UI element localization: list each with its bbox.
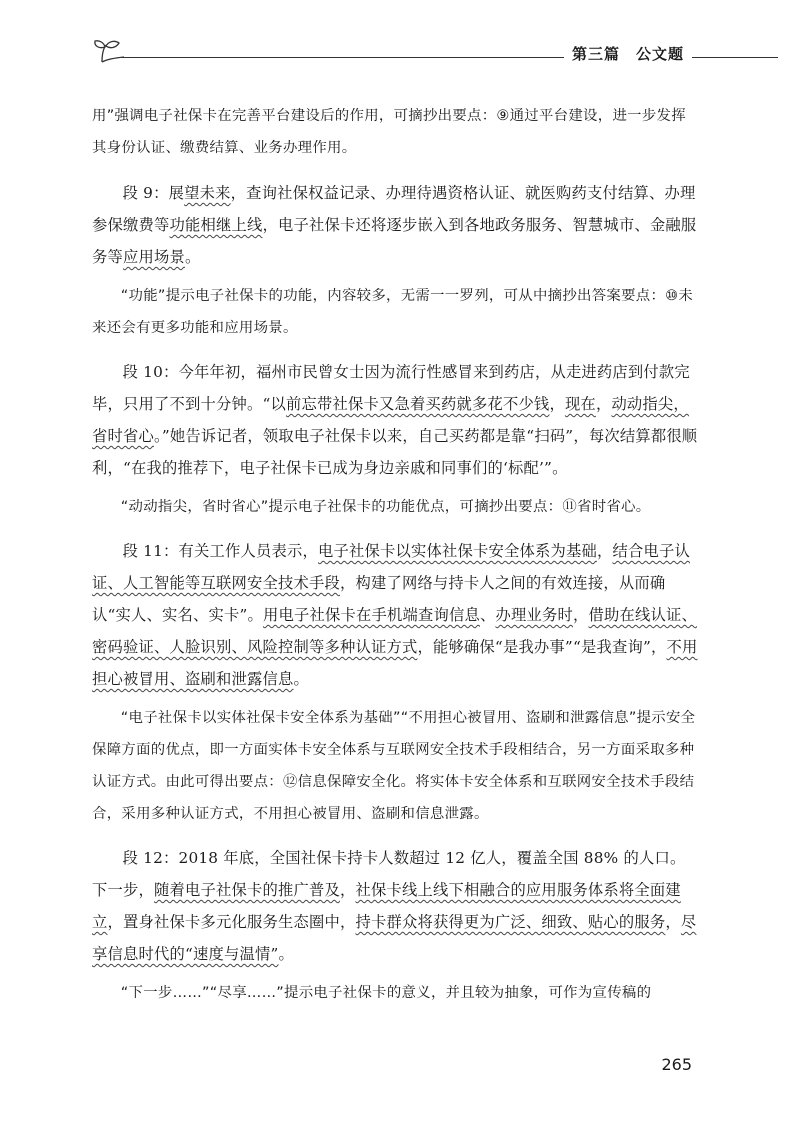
text-run: ， [549,395,565,413]
underlined-phrase: 动动指尖，省时省心 [92,395,689,445]
text-run: “电子社保卡以实体社保卡安全体系为基础”“不用担心被冒用、盗刷和泄露信息”提示安全保障方面的优点，即一方面实体卡安全体系与互联网安全技术手段相结合，另一方面采取多种认证方式。由此可得出要点：⑫信息保障安全化。将实体卡安全体系和互联网安全技术手段结合，采用多种认证方式，不用担心被冒用、盗刷和信息泄露。 [92,710,696,822]
analysis-paragraph [92,280,698,344]
text-run: 。 [293,670,309,688]
source-paragraph [92,177,698,273]
text-run: 用”强调电子社保卡在完善平台建设后的作用，可摘抄出要点：⑨通过平台建设，进一步发挥其身份认证、缴费结算、业务办理作用。 [92,108,686,156]
underlined-phrase: 结合电子认证、人工智能等互联网安全技术手段 [92,542,690,592]
text-run: “动动指尖，省时省心”提示电子社保卡的功能优点，可摘抄出要点：⑪省时省心。 [120,499,651,515]
underlined-phrase: 用电子社保卡在手机端查询信息 [263,606,480,624]
text-run: 。”她告诉记者，领取电子社保卡以来，自己买药都是靠“扫码”，每次结算都很顺利，“在我的推荐下，电子社保卡已成为身边亲戚和同事们的‘标配’”。 [92,427,698,477]
page-number: 265 [661,1055,692,1074]
text-run: ， [595,395,612,413]
underlined-phrase: 前忘带社保卡又急着买药就多花不少钱 [285,395,550,413]
text-run: 段 9：展 [122,184,185,202]
text-run: ， [665,913,681,931]
leaf-sprout-icon [92,38,124,64]
chapter-title: 第三篇 公文题 [564,43,692,64]
text-run: 段 12：2018 年底，全国社保卡持卡人数超过 12 亿人，覆盖全国 88% 的人口。下一步， [92,849,686,899]
text-run: 、 [479,606,496,624]
text-run: 段 10：今年年初，福州市民曾女士因为流行性感冒来到药店，从走进药店到付款完毕，只用了不到十分钟。“以 [92,363,690,413]
text-run: ，构建了网络与持卡人之间的有效连接，从而确认“实人、实名、实卡”。 [92,574,666,624]
running-header [92,38,778,66]
underlined-phrase: 电子社保卡以实体社保卡安全体系为基础 [318,542,597,560]
underlined-phrase: 望未来 [184,184,231,202]
underlined-phrase: 办理业务时 [495,606,573,624]
text-run: ，查询社保权益记录、办理待遇资格认证、就医购药支付结算、办理参保缴费等 [92,184,696,234]
source-paragraph [92,356,698,484]
analysis-paragraph [92,100,698,164]
text-run: ， [572,606,589,624]
analysis-paragraph [92,977,698,1009]
text-run: ，置身社保卡多元化服务生态圈中， [107,913,356,931]
source-paragraph [92,842,698,970]
underlined-phrase: 不用担心被冒用、盗刷和泄露信息 [92,638,698,688]
text-run: ，电子社保卡还将逐步嵌入到各地政务服务、智慧城市、金融服务等 [92,216,697,266]
underlined-phrase: 尽享信息时代的“速度与温情” [92,913,697,963]
underlined-phrase: 功能相继上线 [169,216,263,234]
analysis-paragraph [92,491,698,523]
underlined-phrase: 借助在线认证、密码验证、人脸识别、风险控制等多种认证方式 [92,606,697,656]
text-run: “下一步……”“尽享……”提示电子社保卡的意义，并且较为抽象，可作为宣传稿的 [120,985,652,1001]
analysis-paragraph [92,702,698,830]
underlined-phrase: 持卡群众将获得更为广泛、细致、贴心的服务 [355,913,666,931]
text-run: ，能够确保“是我办事”“是我查询”， [417,638,667,656]
underlined-phrase: 应用场景 [123,248,185,266]
source-paragraph [92,535,698,695]
text-run: 。 [185,248,201,266]
text-run: “功能”提示电子社保卡的功能，内容较多，无需一一罗列，可从中摘抄出答案要点：⑩未来还会有更多功能和应用场景。 [92,288,694,336]
text-run: 。 [278,945,295,963]
text-run: ， [596,542,613,560]
page-body [92,100,698,1009]
underlined-phrase: 随着电子社保卡的推广普及 [154,881,340,899]
underlined-phrase: 现在 [564,395,596,413]
text-run: ， [339,881,356,899]
underlined-phrase: 社保卡线上线下相融合的应用服务体系将全面建立 [92,881,681,931]
text-run: 段 11：有关工作人员表示， [122,542,318,560]
